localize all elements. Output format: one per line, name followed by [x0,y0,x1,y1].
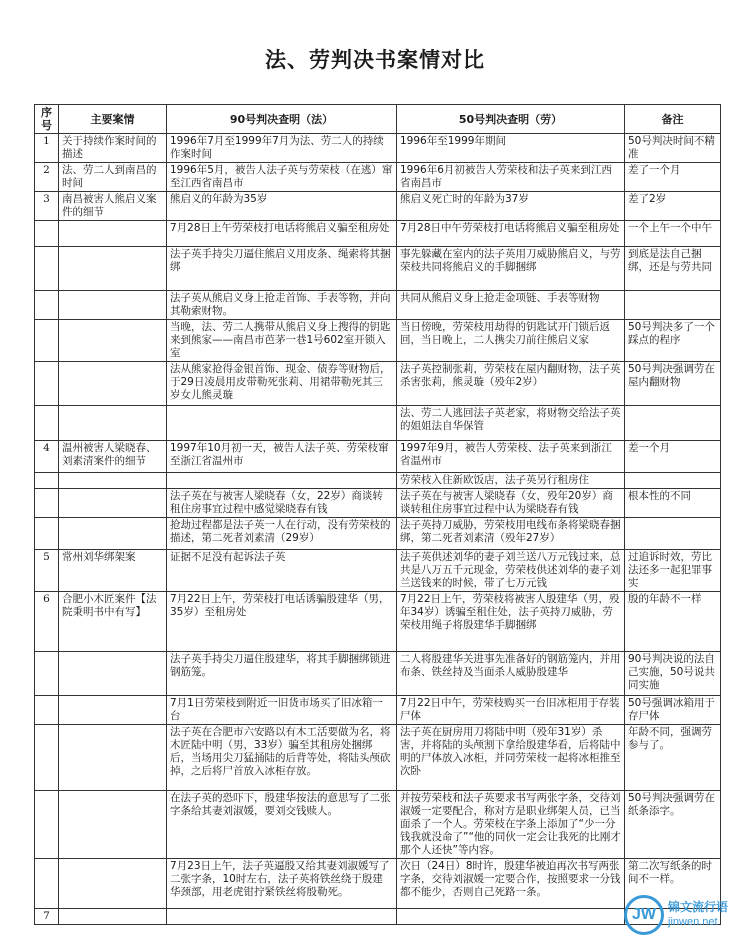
row-fa: 法子英手持尖刀逼住熊启义用皮条、绳索将其捆绑 [167,247,397,291]
table-row [35,192,721,221]
table-row [35,163,721,192]
row-note: 50号判决强调劳在纸条添字。 [625,791,721,859]
table-row [35,791,721,859]
row-note: 50号判决多了一个踩点的程序 [625,320,721,362]
row-note: 第二次写纸条的时间不一样。 [625,859,721,909]
table-row [35,221,721,247]
row-lao: 法、劳二人逃回法子英老家，将财物交给法子英的姐姐法自华保管 [397,406,625,441]
row-note: 差了2岁 [625,192,721,221]
row-note [625,473,721,489]
row-case: 法、劳二人到南昌的时间 [59,163,167,192]
table-row [35,859,721,909]
row-lao: 次日（24日）8时许，殷建华被迫再次书写两张字条，交待刘淑媛一定要合作，按照要求一分钱都不能少，否则自己死路一条。 [397,859,625,909]
row-fa: 法子英在合肥市六安路以有木工活要做为名，将木匠陆中明（男，33岁）骗至其租房处捆绑后，当场用尖刀猛捅陆的后背等处，将陆头颅砍掉，之后将尸首放入冰柜存放。 [167,725,397,791]
row-fa: 7月1日劳荣枝到附近一旧货市场买了旧冰箱一台 [167,696,397,725]
row-lao: 1997年9月，被告人劳荣枝、法子英来到浙江省温州市 [397,441,625,473]
row-fa: 1996年7月至1999年7月为法、劳二人的持续作案时间 [167,134,397,163]
row-lao: 劳荣枝入住新欧饭店，法子英另行租房住 [397,473,625,489]
header-no: 序号 [35,105,59,134]
row-case [59,473,167,489]
row-case [59,406,167,441]
row-number [35,362,59,406]
row-fa: 法子英在与被害人梁晓春（女，22岁）商谈转租住房事宜过程中感觉梁晓春有钱 [167,489,397,518]
table-row [35,247,721,291]
row-number: 3 [35,192,59,221]
table-row [35,652,721,696]
row-fa [167,406,397,441]
row-lao: 法子英在厨房用刀将陆中明（殁年31岁）杀害，并将陆的头颅割下拿给殷建华看，后将陆中明的尸体放入冰柜，并同劳荣枝一起将冰柜推至次卧 [397,725,625,791]
row-number [35,696,59,725]
jw-logo-icon: JW [624,895,664,935]
row-note: 50号判决强调劳在屋内翻财物 [625,362,721,406]
table-row [35,696,721,725]
row-note [625,291,721,320]
row-number: 7 [35,909,59,925]
table-row [35,489,721,518]
row-case: 南昌被害人熊启义案件的细节 [59,192,167,221]
row-case [59,696,167,725]
row-fa: 1997年10月初一天，被告人法子英、劳荣枝窜至浙江省温州市 [167,441,397,473]
row-lao: 1996年6月初被告人劳荣枝和法子英来到江西省南昌市 [397,163,625,192]
row-note: 50号判决时间不精准 [625,134,721,163]
row-number: 1 [35,134,59,163]
row-number [35,221,59,247]
table-header-row [35,105,721,134]
comparison-table [34,104,721,925]
row-case [59,291,167,320]
row-case: 关于持续作案时间的描述 [59,134,167,163]
row-number [35,652,59,696]
row-number: 6 [35,592,59,652]
row-fa: 7月22日上午，劳荣枝打电话诱骗殷建华（男，35岁）至租房处 [167,592,397,652]
site-watermark [624,893,744,937]
row-note: 90号判决说的法自己实施，50号说共同实施 [625,652,721,696]
table-row [35,441,721,473]
row-lao: 法子英控制张莉，劳荣枝在屋内翻财物，法子英杀害张莉，熊灵璇（殁年2岁） [397,362,625,406]
row-case [59,362,167,406]
row-lao [397,909,625,925]
row-lao: 法子英在与被害人梁晓春（女，殁年20岁）商谈转租住房事宜过程中认为梁晓春有钱 [397,489,625,518]
row-number [35,473,59,489]
row-case [59,247,167,291]
header-case: 主要案情 [59,105,167,134]
row-note: 年龄不同，强调劳参与了。 [625,725,721,791]
row-number [35,791,59,859]
row-fa: 当晚，法、劳二人携带从熊启义身上搜得的钥匙来到熊家——南昌市芭茅一巷1号602室开锁入室 [167,320,397,362]
row-fa [167,909,397,925]
row-number: 2 [35,163,59,192]
table-row [35,725,721,791]
row-number [35,489,59,518]
row-lao: 二人将殷建华关进事先准备好的钢筋笼内，并用布条、铁丝持及当面杀人威胁殷建华 [397,652,625,696]
table-row [35,550,721,592]
row-fa: 1996年5月，被告人法子英与劳荣枝（在逃）窜至江西省南昌市 [167,163,397,192]
row-fa: 抢劫过程都是法子英一人在行动，没有劳荣枝的描述，第二死者刘素清（29岁） [167,518,397,550]
row-case [59,725,167,791]
row-case [59,518,167,550]
table-row [35,134,721,163]
row-fa: 7月28日上午劳荣枝打电话将熊启义骗至租房处 [167,221,397,247]
header-note: 备注 [625,105,721,134]
row-number [35,725,59,791]
row-number [35,859,59,909]
row-fa: 证据不足没有起诉法子英 [167,550,397,592]
row-case [59,859,167,909]
row-note: 50号强调冰箱用于存尸体 [625,696,721,725]
table-row [35,362,721,406]
row-number: 5 [35,550,59,592]
row-note: 一个上午一个中午 [625,221,721,247]
row-lao: 并按劳荣枝和法子英要求书写两张字条，交待刘淑媛一定要配合，称对方是职业绑架人员，已当面杀了一个人。劳荣枝在字条上添加了“少一分钱我就没命了”“他的同伙一定会让我死的比刚才那个人还快”等内容。 [397,791,625,859]
row-number [35,247,59,291]
row-number [35,291,59,320]
row-lao: 1996年至1999年期间 [397,134,625,163]
row-note: 差一个月 [625,441,721,473]
table-row [35,592,721,652]
row-lao: 7月22日中午，劳荣枝购买一台旧冰柜用于存装尸体 [397,696,625,725]
row-fa: 法子英手持尖刀逼住殷建华，将其手脚捆绑锁进钢筋笼。 [167,652,397,696]
row-number [35,320,59,362]
row-lao: 共同从熊启义身上抢走金项链、手表等财物 [397,291,625,320]
row-fa: 法从熊家抢得金银首饰、现金、债券等财物后，于29日凌晨用皮带勒死张莉、用裙带勒死其三岁女儿熊灵璇 [167,362,397,406]
row-lao: 熊启义死亡时的年龄为37岁 [397,192,625,221]
row-note: 到底是法自己捆绑，还是与劳共同 [625,247,721,291]
row-fa: 7月23日上午，法子英逼殷又给其妻刘淑媛写了二张字条，10时左右，法子英将铁丝绕于殷建华颈部，用老虎钳拧紧铁丝将殷勒死。 [167,859,397,909]
table-row [35,518,721,550]
row-lao: 7月28日中午劳荣枝打电话将熊启义骗至租房处 [397,221,625,247]
watermark-name: 锦文流行语 [668,900,729,914]
watermark-url: jinwen.net [668,916,718,928]
row-case [59,909,167,925]
table-row [35,473,721,489]
row-case: 常州刘华绑架案 [59,550,167,592]
row-note: 根本性的不同 [625,489,721,518]
row-note: 差了一个月 [625,163,721,192]
table-row [35,909,721,925]
document-title: 法、劳判决书案情对比 [265,48,485,72]
row-case [59,791,167,859]
table-row [35,291,721,320]
row-case [59,221,167,247]
row-note: 过追诉时效，劳比法还多一起犯罪事实 [625,550,721,592]
row-lao: 7月22日上午，劳荣枝将被害人殷建华（男，殁年34岁）诱骗至租住处，法子英持刀威胁，劳荣枝用绳子将殷建华手脚捆绑 [397,592,625,652]
row-note [625,518,721,550]
row-note [625,406,721,441]
row-case: 温州被害人梁晓春、刘素清案件的细节 [59,441,167,473]
row-fa: 法子英从熊启义身上抢走首饰、手表等物，并向其勒索财物。 [167,291,397,320]
row-case [59,320,167,362]
row-case [59,489,167,518]
row-fa [167,473,397,489]
row-case [59,652,167,696]
header-lao: 50号判决查明（劳） [397,105,625,134]
row-lao: 当日傍晚，劳荣枝用劫得的钥匙试开门锁后返回，当日晚上，二人携尖刀前往熊启义家 [397,320,625,362]
table-row [35,320,721,362]
header-fa: 90号判决查明（法） [167,105,397,134]
row-fa: 熊启义的年龄为35岁 [167,192,397,221]
row-number [35,406,59,441]
row-fa: 在法子英的恐吓下，殷建华按法的意思写了二张字条给其妻刘淑媛，要刘交钱赎人。 [167,791,397,859]
row-lao: 法子英供述刘华的妻子刘兰送八万元钱过来，总共是八万五千元现金，劳荣枝供述刘华的妻子刘兰送钱来的时候，带了七万元钱 [397,550,625,592]
row-case: 合肥小木匠案件【法院秉明书中有写】 [59,592,167,652]
row-note: 殷的年龄不一样 [625,592,721,652]
row-lao: 法子英持刀威胁，劳荣枝用电线布条将梁晓春捆绑，第二死者刘素清（殁年27岁） [397,518,625,550]
row-lao: 事先躲藏在室内的法子英用刀威胁熊启义，与劳荣枝共同将熊启义的手脚捆绑 [397,247,625,291]
table-row [35,406,721,441]
row-number [35,518,59,550]
row-number: 4 [35,441,59,473]
